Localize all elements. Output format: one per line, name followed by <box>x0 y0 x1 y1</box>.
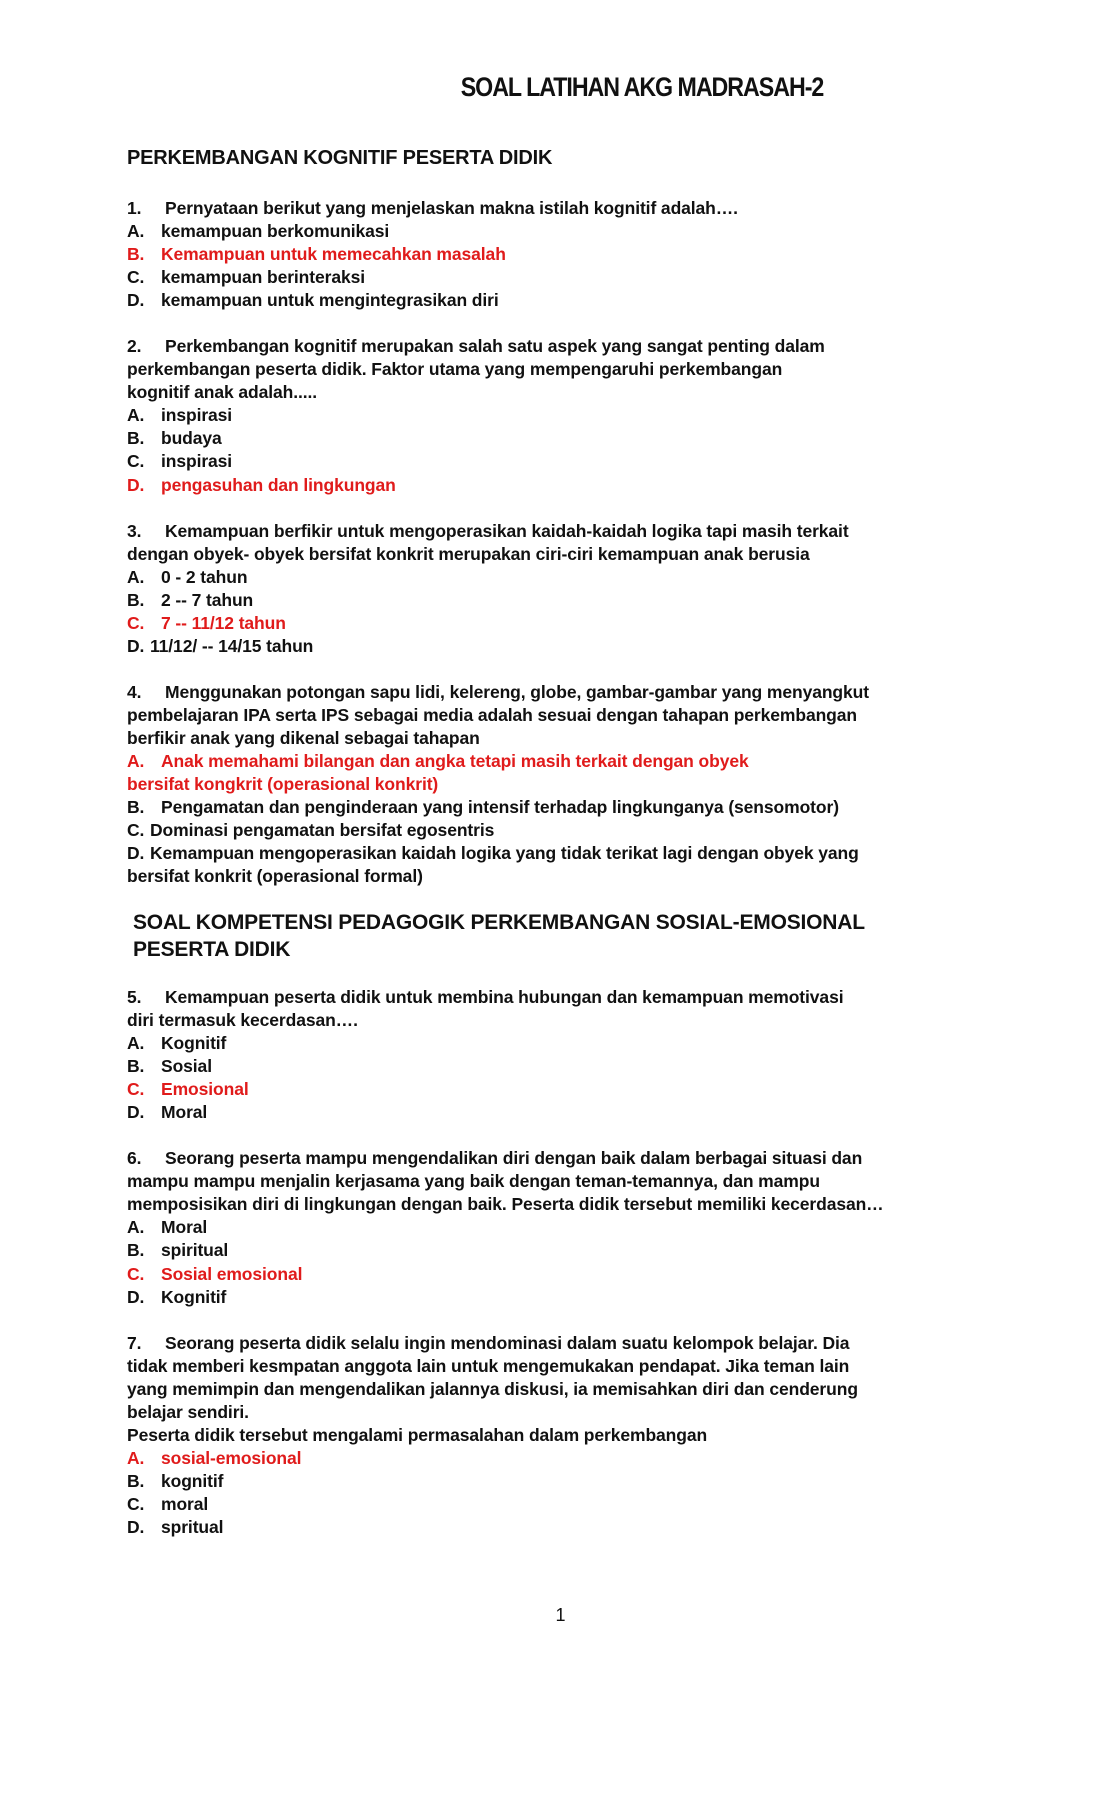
option-text: Emosional <box>161 1079 249 1099</box>
option-label: D. <box>127 290 145 310</box>
option-d <box>127 1101 207 1124</box>
option-b <box>127 589 253 612</box>
option-text: inspirasi <box>161 405 233 425</box>
option-label: B. <box>127 428 145 448</box>
option-label: B. <box>127 1240 145 1260</box>
page-number: 1 <box>555 1605 566 1625</box>
option-c-correct-answer <box>127 1263 302 1286</box>
option-label: A. <box>127 751 145 771</box>
option-label: B. <box>127 1056 145 1076</box>
question-stem <box>127 197 738 220</box>
question-text: Pernyataan berikut yang menjelaskan makna istilah kognitif adalah…. <box>165 198 738 218</box>
option-a-correct-answer <box>127 1447 301 1470</box>
option-c <box>127 819 494 842</box>
option-b <box>127 1470 223 1493</box>
option-text: kognitif <box>161 1471 224 1491</box>
question-text-line: dengan obyek- obyek bersifat konkrit merupakan ciri-ciri kemampuan anak berusia <box>127 544 810 564</box>
option-label: B. <box>127 244 145 264</box>
question-number: 1. <box>127 198 142 218</box>
question-number: 6. <box>127 1148 142 1168</box>
question-stem <box>127 1147 862 1170</box>
option-text: Kemampuan untuk memecahkan masalah <box>161 244 506 264</box>
option-text: budaya <box>161 428 222 448</box>
option-text: Moral <box>161 1102 208 1122</box>
option-text: Kognitif <box>161 1287 227 1307</box>
option-label: D. <box>127 1517 145 1537</box>
question-text-line: tidak memberi kesmpatan anggota lain untuk mengemukakan pendapat. Jika teman lain <box>127 1356 850 1376</box>
question-text: Perkembangan kognitif merupakan salah satu aspek yang sangat penting dalam <box>165 336 825 356</box>
option-b <box>127 1055 212 1078</box>
option-label: D. <box>127 843 145 863</box>
option-text: 11/12/ -- 14/15 tahun <box>150 636 314 656</box>
question-text-line: berfikir anak yang dikenal sebagai tahapan <box>127 728 480 748</box>
option-b <box>127 796 839 819</box>
option-label: A. <box>127 405 145 425</box>
option-label: C. <box>127 820 145 840</box>
section-heading-sosial-emosional-line2: PESERTA DIDIK <box>133 938 291 961</box>
option-text: Sosial <box>161 1056 212 1076</box>
option-text: Kognitif <box>161 1033 227 1053</box>
option-label: B. <box>127 1471 145 1491</box>
option-label: C. <box>127 1079 145 1099</box>
option-c <box>127 266 365 289</box>
question-number: 5. <box>127 987 142 1007</box>
option-c-correct-answer <box>127 612 286 635</box>
question-text-line: belajar sendiri. <box>127 1402 249 1422</box>
option-a-continuation: bersifat kongkrit (operasional konkrit) <box>127 774 439 794</box>
option-d <box>127 1286 226 1309</box>
option-a <box>127 220 389 243</box>
question-text-line: diri termasuk kecerdasan…. <box>127 1010 358 1030</box>
option-a <box>127 1032 226 1055</box>
option-d <box>127 289 499 312</box>
option-text: Sosial emosional <box>161 1264 303 1284</box>
option-label: D. <box>127 475 145 495</box>
option-text: Dominasi pengamatan bersifat egosentris <box>150 820 495 840</box>
option-a <box>127 404 232 427</box>
option-d <box>127 842 859 865</box>
option-label: C. <box>127 613 145 633</box>
question-text-line: kognitif anak adalah..... <box>127 382 318 402</box>
option-c <box>127 450 232 473</box>
question-number: 3. <box>127 521 142 541</box>
option-text: kemampuan berkomunikasi <box>161 221 390 241</box>
option-label: B. <box>127 590 145 610</box>
option-label: D. <box>127 1287 145 1307</box>
option-text: sosial-emosional <box>161 1448 302 1468</box>
question-text: Kemampuan berfikir untuk mengoperasikan kaidah-kaidah logika tapi masih terkait <box>165 521 849 541</box>
question-text-line: yang memimpin dan mengendalikan jalannya diskusi, ia memisahkan diri dan cenderung <box>127 1379 858 1399</box>
option-text: 0 - 2 tahun <box>161 567 248 587</box>
question-text: Seorang peserta mampu mengendalikan diri dengan baik dalam berbagai situasi dan <box>165 1148 863 1168</box>
option-text: 7 -- 11/12 tahun <box>161 613 286 633</box>
option-label: A. <box>127 567 145 587</box>
question-text-line: memposisikan diri di lingkungan dengan baik. Peserta didik tersebut memiliki kecerdasan… <box>127 1194 884 1214</box>
option-text: kemampuan untuk mengintegrasikan diri <box>161 290 499 310</box>
option-label: D. <box>127 1102 145 1122</box>
question-stem <box>127 520 849 543</box>
option-text: moral <box>161 1494 209 1514</box>
option-label: C. <box>127 1264 145 1284</box>
question-text-line: mampu mampu menjalin kerjasama yang baik dengan teman-temannya, dan mampu <box>127 1171 820 1191</box>
option-d-correct-answer <box>127 474 396 497</box>
option-label: A. <box>127 221 145 241</box>
option-c-correct-answer <box>127 1078 249 1101</box>
question-number: 7. <box>127 1333 142 1353</box>
section-heading-sosial-emosional: SOAL KOMPETENSI PEDAGOGIK PERKEMBANGAN SOSIAL-EMOSIONAL <box>133 911 865 934</box>
option-label: C. <box>127 1494 145 1514</box>
option-a-correct-answer <box>127 750 749 773</box>
option-label: B. <box>127 797 145 817</box>
option-text: kemampuan berinteraksi <box>161 267 365 287</box>
option-text: pengasuhan dan lingkungan <box>161 475 396 495</box>
option-d <box>127 1516 223 1539</box>
option-label: D. <box>127 636 145 656</box>
question-text-line: perkembangan peserta didik. Faktor utama yang mempengaruhi perkembangan <box>127 359 783 379</box>
question-stem <box>127 986 843 1009</box>
option-text: spritual <box>161 1517 224 1537</box>
question-stem <box>127 681 869 704</box>
option-text: Kemampuan mengoperasikan kaidah logika yang tidak terikat lagi dengan obyek yang <box>150 843 859 863</box>
option-text: Pengamatan dan penginderaan yang intensif terhadap lingkunganya (sensomotor) <box>161 797 839 817</box>
option-label: C. <box>127 451 145 471</box>
question-text: Kemampuan peserta didik untuk membina hubungan dan kemampuan memotivasi <box>165 987 844 1007</box>
option-text: spiritual <box>161 1240 229 1260</box>
option-label: A. <box>127 1448 145 1468</box>
question-text: Menggunakan potongan sapu lidi, kelereng, globe, gambar-gambar yang menyangkut <box>165 682 869 702</box>
option-text: inspirasi <box>161 451 233 471</box>
question-text: Seorang peserta didik selalu ingin mendominasi dalam suatu kelompok belajar. Dia <box>165 1333 850 1353</box>
option-c <box>127 1493 208 1516</box>
section-heading-kognitif: PERKEMBANGAN KOGNITIF PESERTA DIDIK <box>127 147 553 169</box>
option-b <box>127 1239 228 1262</box>
question-stem <box>127 1332 849 1355</box>
question-number: 2. <box>127 336 142 356</box>
option-b <box>127 427 222 450</box>
question-number: 4. <box>127 682 142 702</box>
question-stem <box>127 335 825 358</box>
document-title: SOAL LATIHAN AKG MADRASAH-2 <box>460 72 824 102</box>
question-text-line: pembelajaran IPA serta IPS sebagai media adalah sesuai dengan tahapan perkembangan <box>127 705 857 725</box>
option-b-correct-answer <box>127 243 506 266</box>
question-text-line: Peserta didik tersebut mengalami permasalahan dalam perkembangan <box>127 1425 708 1445</box>
option-text: Moral <box>161 1217 208 1237</box>
option-text: 2 -- 7 tahun <box>161 590 254 610</box>
option-a <box>127 566 247 589</box>
option-d <box>127 635 313 658</box>
option-label: A. <box>127 1217 145 1237</box>
option-text: Anak memahami bilangan dan angka tetapi masih terkait dengan obyek <box>161 751 749 771</box>
option-d-continuation: bersifat konkrit (operasional formal) <box>127 866 423 886</box>
option-label: C. <box>127 267 145 287</box>
option-a <box>127 1216 207 1239</box>
option-label: A. <box>127 1033 145 1053</box>
